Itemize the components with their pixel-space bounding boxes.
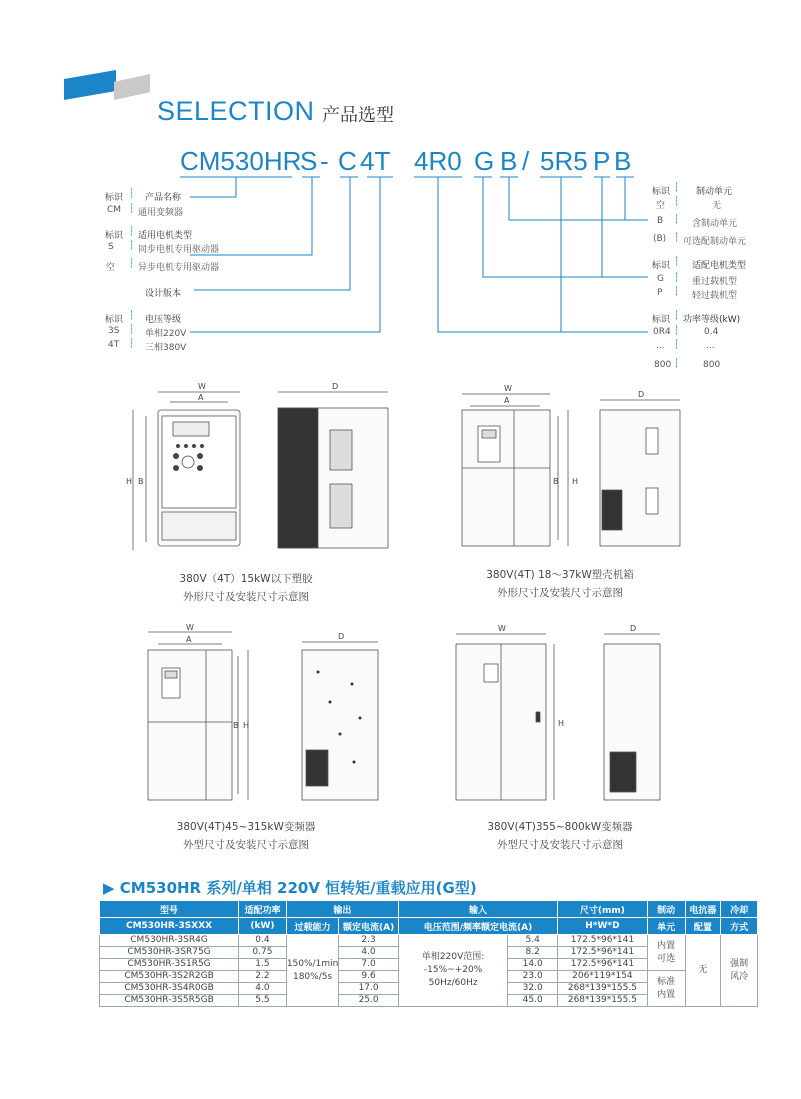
selection-subtitle: 产品选型: [322, 105, 394, 126]
cell-model: CM530HR-3SR4G: [100, 935, 239, 947]
separator: ┆: [674, 359, 680, 369]
cell-size: 172.5*96*141: [558, 959, 648, 971]
power-val-head: 功率等级(kW): [683, 315, 741, 325]
name-key-head: 标识: [105, 193, 124, 203]
code-voltage: 4T: [360, 146, 391, 176]
power-key-0r4: 0R4: [653, 327, 671, 337]
type-val-g: 重过载机型: [692, 277, 738, 287]
cell-in-current: 23.0: [508, 971, 558, 983]
cell-in-current: 32.0: [508, 983, 558, 995]
cell-in-current: 45.0: [508, 995, 558, 1007]
input-line2: -15%~+20%: [423, 965, 483, 975]
overload-line2: 180%/5s: [292, 971, 333, 982]
brake-a-line1: 内置: [657, 940, 676, 951]
separator: ┆: [674, 273, 680, 283]
brake-b-line1: 标准: [657, 976, 676, 987]
dim-h: H: [558, 719, 565, 728]
motor-val-head: 适用电机类型: [138, 231, 193, 241]
voltage-val-4t: 三相380V: [145, 343, 187, 353]
input-line1: 单相220V范围:: [421, 952, 485, 962]
type-key-p: P: [657, 288, 663, 298]
brake-key-empty: 空: [656, 201, 666, 211]
th-cool-sub: 方式: [721, 918, 758, 935]
th-size: 尺寸(mm): [558, 901, 648, 918]
code-slash: /: [522, 146, 530, 176]
cell-in-current: 8.2: [508, 947, 558, 959]
dim-d: D: [332, 382, 339, 391]
type-key-g: G: [657, 274, 664, 284]
cell-out-current: 7.0: [339, 959, 399, 971]
brake-key-b: B: [657, 216, 664, 226]
cell-brake-a: [647, 935, 685, 971]
table-row: [100, 935, 758, 947]
cell-overload: [286, 935, 338, 1007]
caption-d1-line1: 380V（4T）15kW以下塑胶: [179, 573, 313, 585]
dim-h: H: [243, 721, 250, 730]
voltage-val-head: 电压等级: [145, 315, 182, 325]
brake-a-line2: 可选: [657, 953, 676, 964]
diagram-plastic-case: [450, 380, 690, 560]
design-label: 设计版本: [145, 289, 182, 299]
voltage-key-3s: 3S: [108, 326, 120, 336]
selection-title: SELECTION: [157, 96, 315, 126]
code-brake: B: [500, 146, 518, 176]
type-val-p: 轻过载机型: [692, 291, 738, 301]
code-type: G: [474, 146, 495, 176]
diagram-355-800kw: [450, 622, 690, 802]
dim-a: A: [504, 396, 510, 405]
code-power2: 5R5: [540, 146, 588, 176]
caption-d2-line2: 外形尺寸及安装尺寸示意图: [497, 587, 623, 599]
cell-out-current: 17.0: [339, 983, 399, 995]
cool-line2: 风冷: [730, 971, 749, 982]
brake-key-optional: (B): [653, 234, 667, 244]
separator: ┆: [129, 241, 135, 251]
code-type2: P: [593, 146, 611, 176]
cell-power: 1.5: [239, 959, 287, 971]
dim-h: H: [126, 477, 133, 486]
separator: ┆: [129, 204, 135, 214]
code-series: CM530HR: [180, 146, 302, 176]
cell-out-current: 9.6: [339, 971, 399, 983]
cell-out-current: 4.0: [339, 947, 399, 959]
power-key-800: 800: [654, 360, 672, 370]
power-val-800: 800: [703, 360, 721, 370]
th-range: 电压范围/频率额定电流(A): [398, 918, 557, 935]
th-size-sub: H*W*D: [558, 918, 648, 935]
voltage-key-4t: 4T: [108, 340, 120, 350]
code-design: C: [338, 146, 357, 176]
cell-model: CM530HR-3S5R5GB: [100, 995, 239, 1007]
dim-w: W: [186, 623, 194, 632]
voltage-val-3s: 单相220V: [145, 329, 187, 339]
brake-val-b: 含制动单元: [692, 219, 738, 229]
cell-power: 4.0: [239, 983, 287, 995]
cell-input-range: [398, 935, 507, 1007]
th-model-sub: CM530HR-3SXXX: [100, 918, 239, 935]
brake-val-head: 制动单元: [696, 187, 733, 197]
code-motor: S: [300, 146, 318, 176]
separator: ┆: [129, 189, 135, 199]
separator: ┆: [674, 233, 680, 243]
brake-b-line2: 内置: [657, 989, 676, 1000]
separator: ┆: [129, 339, 135, 349]
th-model: 型号: [100, 901, 239, 918]
diagram-45-315kw: [140, 622, 400, 802]
cell-out-current: 2.3: [339, 935, 399, 947]
dim-d: D: [630, 624, 637, 633]
brake-key-head: 标识: [652, 187, 671, 197]
motor-val-empty: 异步电机专用驱动器: [138, 263, 220, 273]
cell-size: 206*119*154: [558, 971, 648, 983]
name-key: CM: [107, 205, 122, 215]
cell-in-current: 5.4: [508, 935, 558, 947]
cell-power: 2.2: [239, 971, 287, 983]
diagram-small-plastic: [118, 380, 408, 560]
power-key-head: 标识: [652, 315, 671, 325]
cell-power: 0.4: [239, 935, 287, 947]
cell-model: CM530HR-3S4R0GB: [100, 983, 239, 995]
separator: ┆: [674, 311, 680, 321]
motor-key-empty: 空: [106, 263, 116, 273]
th-input: 输入: [398, 901, 557, 918]
th-reactor: 电抗器: [685, 901, 721, 918]
separator: ┆: [674, 215, 680, 225]
th-power-sub: (kW): [239, 918, 287, 935]
motor-key-head: 标识: [105, 231, 124, 241]
cell-model: CM530HR-3S1R5G: [100, 959, 239, 971]
cell-model: CM530HR-3S2R2GB: [100, 971, 239, 983]
separator: ┆: [129, 227, 135, 237]
overload-line1: 150%/1min: [286, 958, 339, 969]
th-output: 输出: [286, 901, 398, 918]
separator: ┆: [674, 183, 680, 193]
cell-size: 268*139*155.5: [558, 983, 648, 995]
name-val: 通用变频器: [138, 208, 184, 218]
cell-out-current: 25.0: [339, 995, 399, 1007]
cell-brake-b: [647, 971, 685, 1007]
power-key-ellipsis: ...: [656, 341, 665, 351]
code-dash: -: [320, 146, 329, 176]
brake-val-optional: 可选配制动单元: [683, 237, 747, 247]
motor-key-s: S: [108, 242, 114, 252]
separator: ┆: [674, 257, 680, 267]
separator: ┆: [674, 340, 680, 350]
dim-w: W: [498, 624, 506, 633]
cell-in-current: 14.0: [508, 959, 558, 971]
cell-size: 172.5*96*141: [558, 947, 648, 959]
name-val-head: 产品名称: [145, 193, 182, 203]
dim-b: B: [233, 721, 239, 730]
dim-a: A: [186, 635, 192, 644]
caption-d3-line2: 外型尺寸及安装尺寸示意图: [183, 839, 309, 851]
dim-b: B: [138, 477, 144, 486]
type-key-head: 标识: [652, 261, 671, 271]
caption-d4-line1: 380V(4T)355~800kW变频器: [487, 821, 633, 833]
caption-d3-line1: 380V(4T)45~315kW变频器: [176, 821, 316, 833]
power-val-ellipsis: ...: [706, 341, 715, 351]
code-brake2: B: [614, 146, 632, 176]
dim-h: H: [572, 477, 579, 486]
brake-val-empty: 无: [712, 201, 722, 211]
separator: ┆: [129, 259, 135, 269]
th-overload: 过载能力: [286, 918, 338, 935]
th-rated-current: 额定电流(A): [339, 918, 399, 935]
separator: ┆: [129, 311, 135, 321]
dim-d: D: [638, 390, 645, 399]
spec-table: [99, 900, 758, 1007]
th-cool: 冷却: [721, 901, 758, 918]
type-val-head: 适配电机类型: [692, 261, 747, 271]
dim-b: B: [553, 477, 559, 486]
dim-a: A: [198, 393, 204, 402]
th-brake: 制动: [647, 901, 685, 918]
power-val-0r4: 0.4: [704, 327, 719, 337]
cell-power: 5.5: [239, 995, 287, 1007]
cell-power: 0.75: [239, 947, 287, 959]
cell-size: 172.5*96*141: [558, 935, 648, 947]
dim-w: W: [198, 382, 206, 391]
th-power: 适配功率: [239, 901, 287, 918]
th-reactor-sub: 配置: [685, 918, 721, 935]
cell-cooling: [721, 935, 758, 1007]
separator: ┆: [674, 197, 680, 207]
separator: ┆: [129, 325, 135, 335]
motor-val-s: 同步电机专用驱动器: [138, 245, 220, 255]
separator: ┆: [674, 287, 680, 297]
cool-line1: 强制: [730, 958, 749, 969]
voltage-key-head: 标识: [105, 315, 124, 325]
code-power: 4R0: [414, 146, 462, 176]
table-title: ▶ CM530HR 系列/单相 220V 恒转矩/重载应用(G型): [103, 879, 477, 897]
dim-w: W: [504, 384, 512, 393]
caption-d1-line2: 外形尺寸及安装尺寸示意图: [183, 591, 309, 603]
input-line3: 50Hz/60Hz: [428, 978, 478, 988]
separator: ┆: [674, 326, 680, 336]
cell-size: 268*139*155.5: [558, 995, 648, 1007]
dim-d: D: [338, 632, 345, 641]
caption-d4-line2: 外型尺寸及安装尺寸示意图: [497, 839, 623, 851]
th-brake-sub: 单元: [647, 918, 685, 935]
cell-reactor: 无: [685, 935, 721, 1007]
caption-d2-line1: 380V(4T) 18～37kW塑壳机箱: [486, 569, 634, 581]
cell-model: CM530HR-3SR75G: [100, 947, 239, 959]
